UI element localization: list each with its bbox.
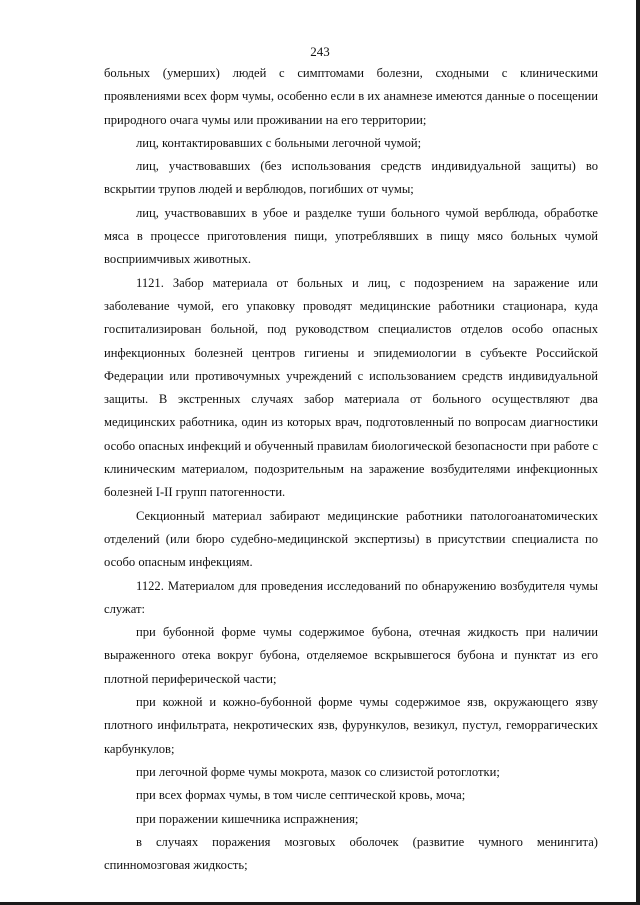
list-item-bubonic: при бубонной форме чумы содержимое бубона, отечная жидкость при наличии выраженного отека вокруг бубона, отделяемое вскрывшегося бубона и пунктат из его плотной периферической части; [104, 625, 598, 686]
paragraph-sectional-material: Секционный материал забирают медицинские работники патологоанатомических отделений (или бюро судебно-медицинской экспертизы) в присутствии специалиста по особо опасным инфекциям. [104, 508, 598, 570]
list-item-pulmonary: при легочной форме чумы мокрота, мазок со слизистой ротоглотки; [136, 764, 500, 779]
list-item-all-forms: при всех формах чумы, в том числе септической кровь, моча; [136, 788, 466, 803]
list-item-camel: лиц, участвовавших в убое и разделке туши больного чумой верблюда, обработке мяса в процессе приготовления пищи, употреблявших в пищу мясо больных чумой восприимчивых животных. [104, 205, 598, 267]
document-body [104, 62, 598, 877]
list-item-meningitis: в случаях поражения мозговых оболочек (развитие чумного менингита) спинномозговая жидкость; [104, 834, 598, 873]
page-number: 243 [310, 44, 330, 59]
list-item-intestinal: при поражении кишечника испражнения; [136, 811, 359, 826]
scan-edge-right [636, 0, 640, 905]
list-item-contacts: лиц, контактировавших с больными легочной чумой; [136, 135, 422, 150]
list-item-autopsy: лиц, участвовавших (без использования средств индивидуальной защиты) во вскрытии трупов людей и верблюдов, погибших от чумы; [104, 159, 598, 197]
section-1122: 1122. Материалом для проведения исследований по обнаружению возбудителя чумы служат: [104, 578, 598, 616]
list-item-cutaneous: при кожной и кожно-бубонной форме чумы содержимое язв, окружающего язву плотного инфильтрата, некротических язв, фурункулов, везикул, пустул, геморрагических карбункулов; [104, 695, 598, 756]
section-1121: 1121. Забор материала от больных и лиц, с подозрением на заражение или заболевание чумой, его упаковку проводят медицинские работники стационара, куда госпитализирован больной, под руководством специалистов отделов особо опасных инфекционных болезней центров гигиены и эпидемиологии в субъекте Российской Федерации или противочумных учреждений с использованием средств индивидуальной защиты. В экстренных случаях забор материала от больного осуществляют два медицинских работника, один из которых врач, подготовленный по вопросам диагностики особо опасных инфекций и обученный правилам биологической безопасности при работе с клиническим материалом, подозрительным на заражение возбудителями инфекционных болезней I-II групп патогенности. [104, 275, 598, 500]
paragraph-continuation: больных (умерших) людей с симптомами болезни, сходными с клиническими проявлениями всех форм чумы, особенно если в их анамнезе имеются данные о посещении природного очага чумы или проживании на его территории; [104, 66, 598, 127]
